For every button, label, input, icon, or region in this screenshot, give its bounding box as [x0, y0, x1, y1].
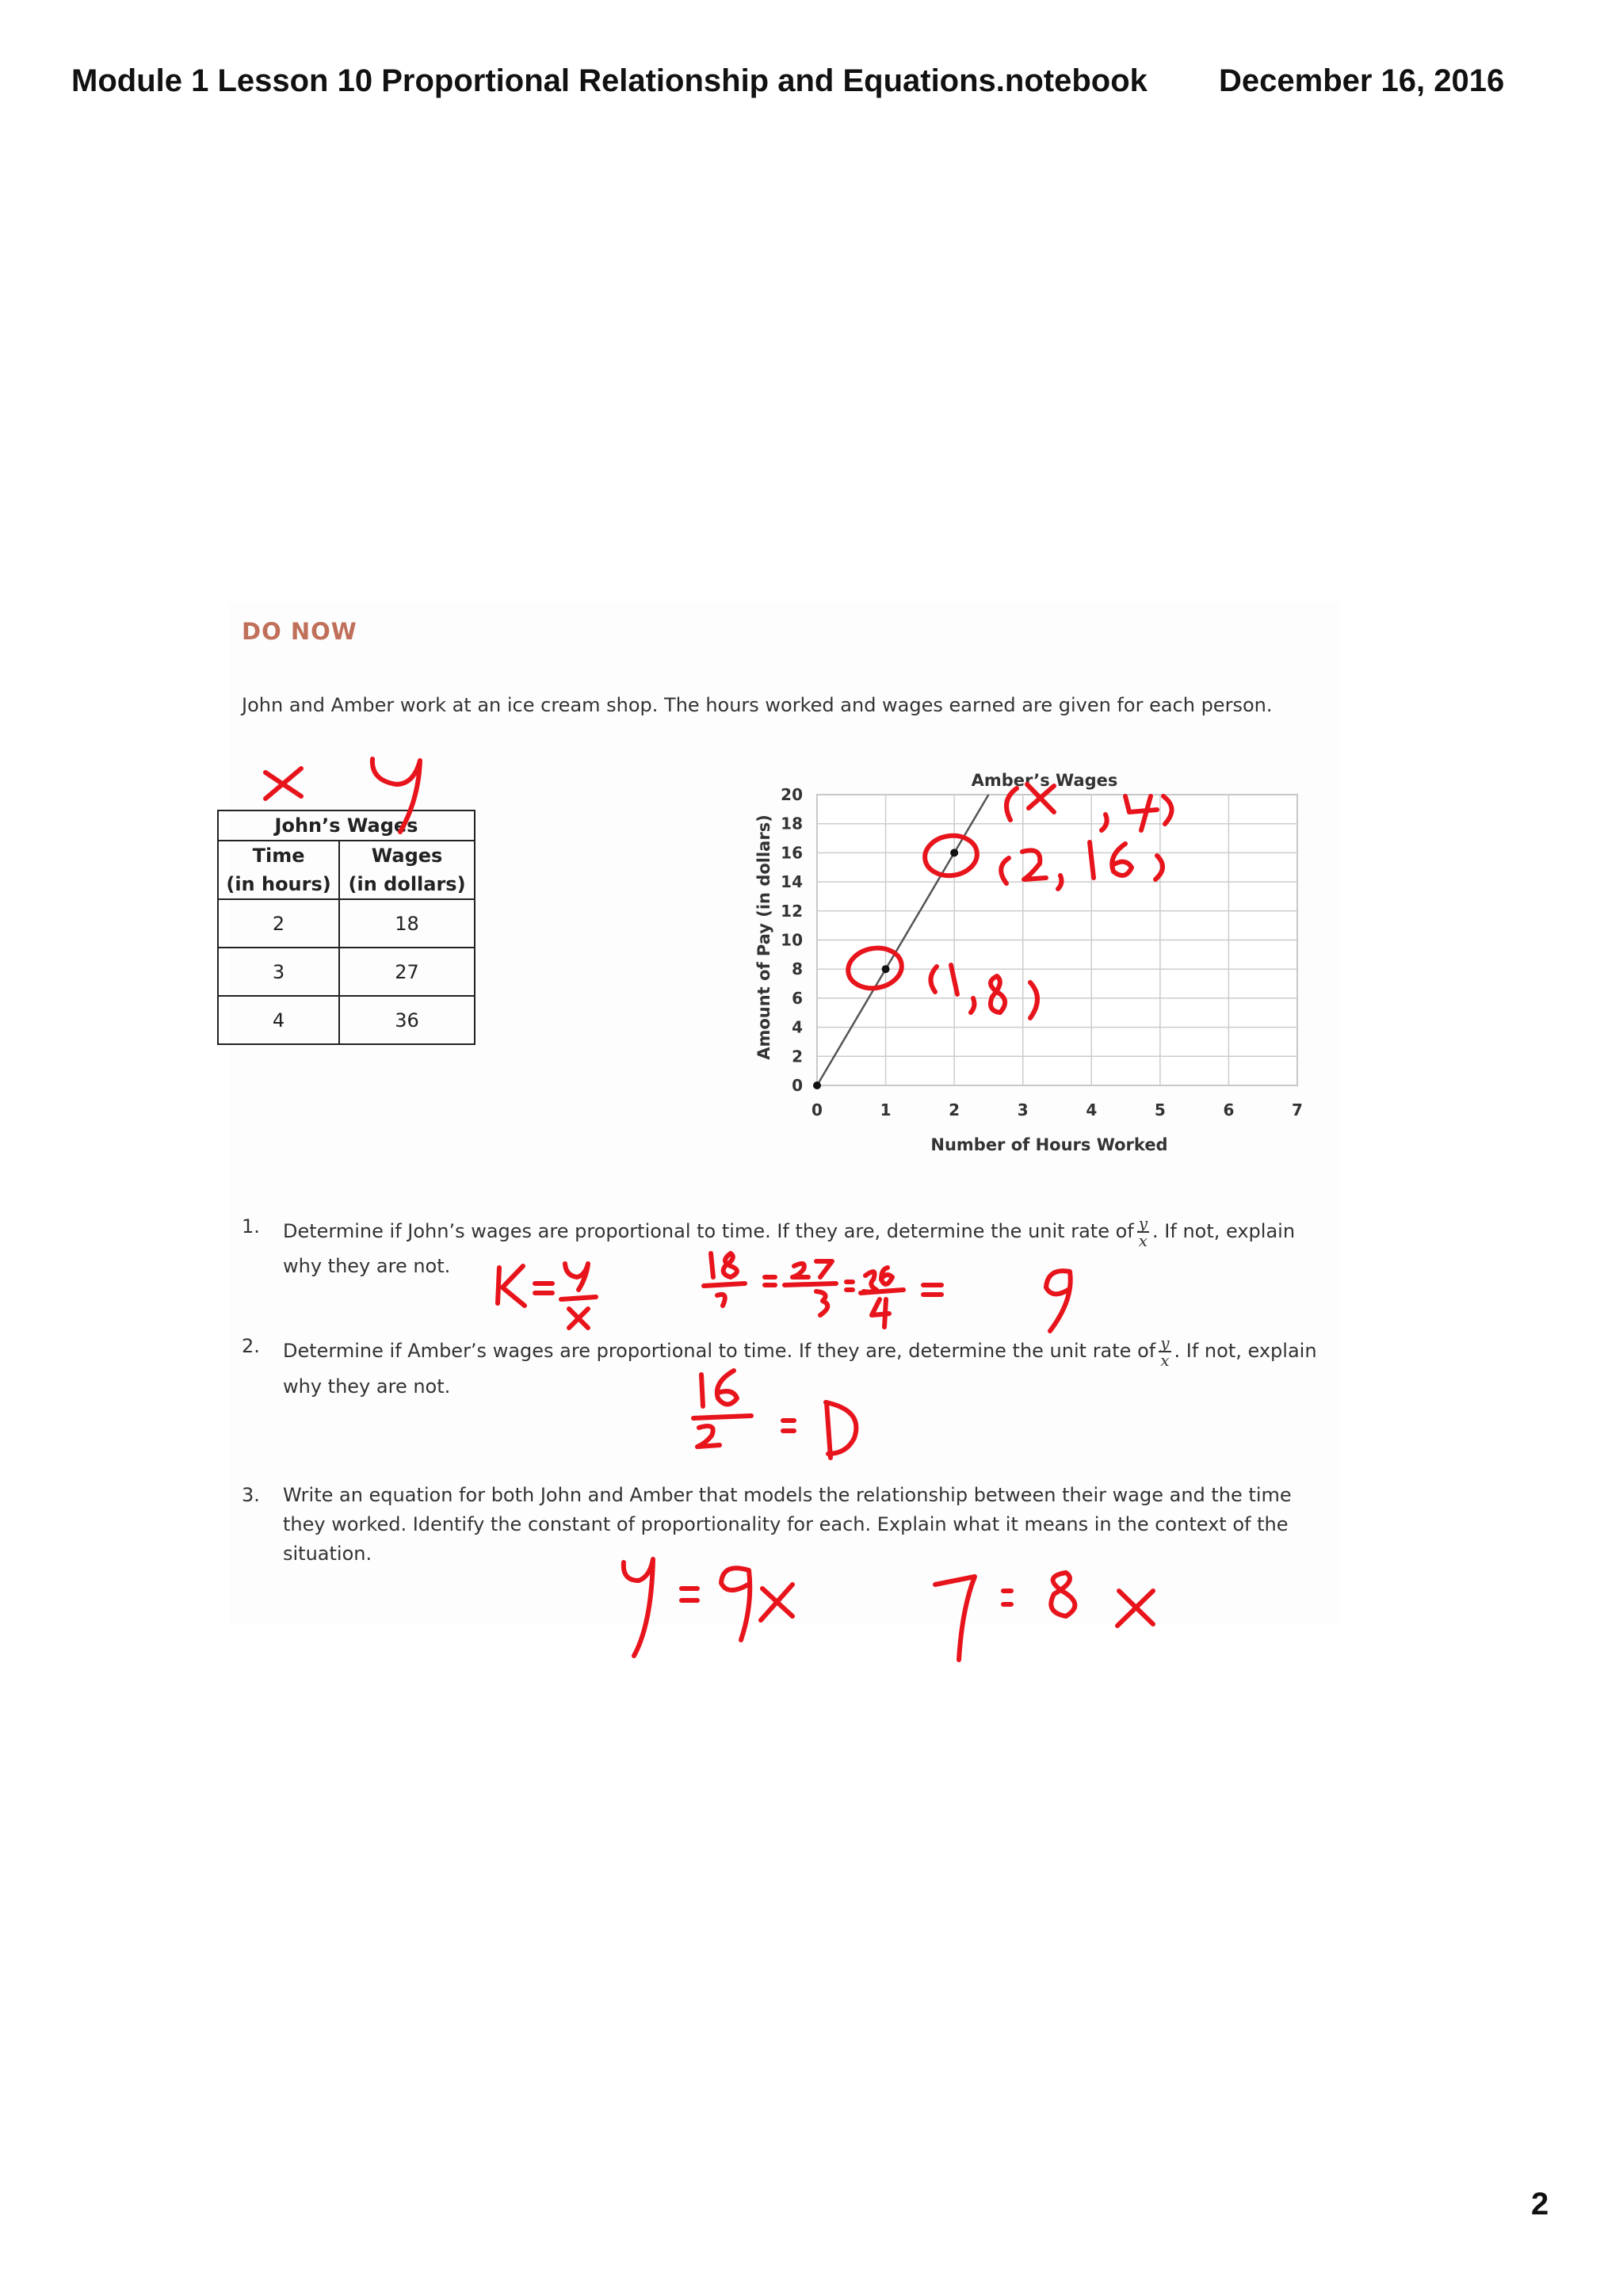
question-3-number: 3.	[242, 1484, 260, 1506]
question-1-number: 1.	[242, 1215, 260, 1238]
question-text-part: . If not, explain	[1152, 1220, 1296, 1242]
chart-y-tick-label: 8	[792, 959, 803, 979]
chart-y-tick-label: 0	[792, 1076, 803, 1095]
chart-title: Amber’s Wages	[971, 771, 1118, 790]
annotation-q1-work	[498, 1253, 1071, 1331]
fraction-numerator: y	[1160, 1333, 1170, 1352]
chart-y-tick-label: 10	[781, 930, 803, 950]
annotation-equation-john	[624, 1559, 792, 1656]
chart-x-tick-label: 2	[949, 1100, 960, 1119]
question-text-part: Determine if John’s wages are proportional to time. If they are, determine the unit rate of	[283, 1220, 1134, 1242]
question-3-text-line2: they worked. Identify the constant of proportionality for each. Explain what it means in the context of the	[283, 1513, 1289, 1535]
annotation-point-1-8	[930, 965, 1037, 1018]
header-line: (in hours)	[226, 873, 331, 895]
chart-y-tick-label: 14	[781, 872, 803, 892]
chart-y-tick-label: 20	[781, 785, 803, 804]
chart-x-tick-label: 1	[880, 1100, 892, 1119]
table-cell: 3	[218, 948, 339, 996]
chart-x-tick-label: 7	[1292, 1100, 1303, 1119]
page-number: 2	[1531, 2187, 1549, 2222]
chart-y-tick-label: 4	[792, 1017, 803, 1037]
question-3-text-line3: situation.	[283, 1543, 372, 1565]
chart-x-tick-label: 5	[1154, 1100, 1166, 1119]
section-title: DO NOW	[242, 618, 357, 645]
question-1-text-line2: why they are not.	[283, 1255, 451, 1277]
question-2-number: 2.	[242, 1335, 260, 1357]
chart-y-tick-label: 12	[781, 901, 803, 921]
chart-x-tick-label: 3	[1017, 1100, 1029, 1119]
table-cell: 18	[339, 899, 475, 948]
page-title: Module 1 Lesson 10 Proportional Relationship and Equations.notebook	[71, 63, 1148, 98]
header-line: Time	[252, 845, 305, 867]
annotation-point-2-16	[1001, 842, 1163, 889]
chart-x-tick-label: 4	[1086, 1100, 1098, 1119]
annotation-x-label	[265, 769, 301, 799]
question-2-text-line2: why they are not.	[283, 1375, 451, 1398]
annotation-y-label	[372, 759, 420, 832]
annotation-equation-amber	[935, 1573, 1153, 1660]
question-3-text-line1: Write an equation for both John and Amber that models the relationship between their wage and the time	[283, 1484, 1292, 1506]
chart-y-tick-label: 6	[792, 988, 803, 1008]
fraction-denominator: x	[1138, 1231, 1148, 1250]
intro-text: John and Amber work at an ice cream shop. The hours worked and wages earned are given for each person.	[242, 694, 1273, 716]
table-cell: 36	[339, 996, 475, 1044]
chart-y-tick-label: 2	[792, 1047, 803, 1066]
fraction-numerator: y	[1138, 1214, 1148, 1233]
table-caption: John’s Wages	[218, 810, 475, 841]
annotation-q2-work	[693, 1371, 856, 1458]
page-date: December 16, 2016	[1219, 63, 1505, 98]
header-line: (in dollars)	[348, 873, 466, 895]
chart-y-tick-label: 18	[781, 814, 803, 833]
table-cell: 4	[218, 996, 339, 1044]
chart-y-axis-label: Amount of Pay (in dollars)	[754, 814, 773, 1060]
question-text-part: . If not, explain	[1174, 1340, 1317, 1362]
chart-x-tick-label: 6	[1223, 1100, 1235, 1119]
question-text-part: Determine if Amber’s wages are proportional to time. If they are, determine the unit rate of	[283, 1340, 1156, 1362]
table-cell: 2	[218, 899, 339, 948]
table-cell: 27	[339, 948, 475, 996]
annotation-point-circle-2	[922, 833, 980, 879]
header-line: Wages	[371, 845, 443, 867]
annotation-point-circle-1	[845, 944, 905, 992]
chart-y-tick-label: 16	[781, 843, 803, 863]
fraction-denominator: x	[1160, 1351, 1170, 1370]
annotation-generic-point	[1006, 784, 1171, 830]
chart-x-axis-label: Number of Hours Worked	[930, 1135, 1168, 1154]
chart-x-tick-label: 0	[812, 1100, 823, 1119]
